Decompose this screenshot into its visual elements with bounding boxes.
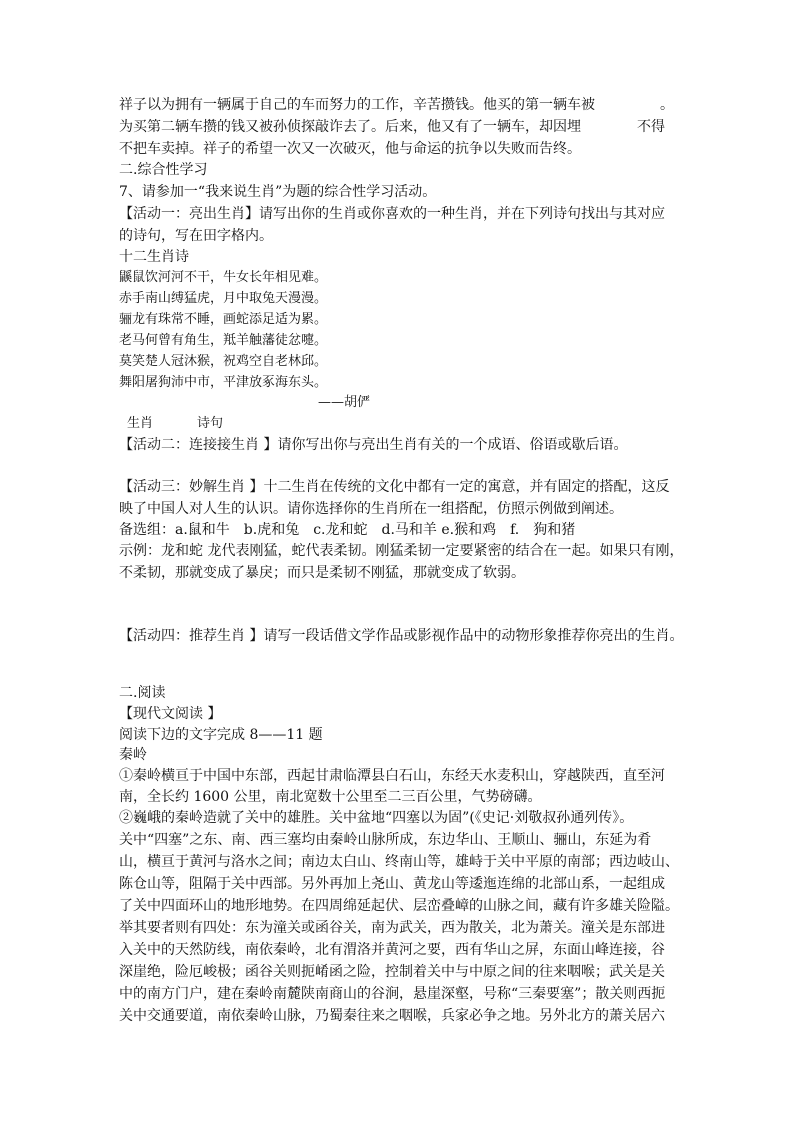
section-2-heading: 二.综合性学习 [119, 162, 208, 178]
paragraph-2-line: 举其要者则有四处：东为潼关或函谷关，南为武关，西为散关，北为萧关。潼关是东部进 [119, 920, 665, 936]
paragraph-2-line: 深崖绝，险厄峻极；函谷关则扼崤函之险，控制着关中与中原之间的往来咽喉；武关是关 [119, 964, 665, 980]
poem-title: 十二生肖诗 [119, 249, 189, 265]
poem-author: ——胡俨 [318, 395, 371, 410]
poem-line: 舞阳屠狗沛中市，平津放豖海东头。 [119, 375, 328, 390]
paragraph-2-line: 关中交通要道，南依秦岭山脉，乃蜀秦往来之咽喉，兵家必争之地。另外北方的萧关居六 [119, 1008, 665, 1024]
paragraph-2-line: 陈仓山等，阻隔于关中西部。另外再加上尧山、黄龙山等逶迤连绵的北部山系，一起组成 [119, 876, 665, 892]
paragraph-2-line: ②巍峨的秦岭造就了关中的雄胜。关中盆地“四塞以为固”(《史记·刘敬叔孙通列传》。 [119, 810, 634, 826]
poem-line: 鼷鼠饮河河不干，牛女长年相见难。 [119, 270, 328, 285]
poem-line: 老马何曾有角生，羝羊触藩徒忿嚏。 [119, 333, 328, 348]
intro-line-1 [119, 95, 595, 115]
reading-title: 秦岭 [119, 747, 147, 763]
options-group: 备选组：a.鼠和牛 b.虎和兔 c.龙和蛇 d.马和羊 e.猴和鸡 f. 狗和猪 [119, 522, 576, 538]
paragraph-2-line: 中的南方门户，建在秦岭南麓陕南商山的谷涧，悬崖深壑，号称“三秦要塞”；散关则西扼 [119, 986, 666, 1002]
activity-1-line-1: 【活动一：亮出生肖】请写出你的生肖或你喜欢的一种生肖，并在下列诗句找出与其对应 [119, 206, 665, 222]
paragraph-1-line: ①秦岭横亘于中国中东部，西起甘肃临潭县白石山，东经天水麦积山，穿越陕西，直至河 [119, 768, 665, 784]
activity-2: 【活动二：连接接生肖 】请你写出你与亮出生肖有关的一个成语、俗语或歇后语。 [119, 437, 628, 453]
paragraph-1-line: 南，全长约 1600 公里，南北宽数十公里至二三百公里，气势磅礴。 [119, 789, 542, 805]
question-7: 7、请参加一“我来说生肖”为题的综合性学习活动。 [119, 184, 437, 200]
table-col-shiju: 诗句 [197, 416, 224, 431]
intro-line-1-text: 祥子以为拥有一辆属于自己的车而努力的工作，辛苦攒钱。他买的第一辆车被 [119, 97, 595, 113]
intro-line-2-end: 不得 [637, 119, 665, 135]
section-3-sub: 【现代文阅读 】 [119, 706, 222, 722]
paragraph-2-line: 了关中四面环山的地形地势。在四周绵延起伏、层峦叠嶂的山脉之间，藏有许多雄关险隘。 [119, 898, 679, 914]
intro-line-3: 不把车卖掉。祥子的希望一次又一次破灭，他与命运的抗争以失败而告终。 [119, 141, 581, 157]
intro-line-2: 为买第二辆车攒的钱又被孙侦探敲诈去了。后来，他又有了一辆车，却因埋 [119, 119, 581, 135]
paragraph-2-line: 入关中的天然防线，南依秦岭，北有渭洛并黄河之要，西有华山之屏，东面山峰连接，谷 [119, 942, 665, 958]
activity-3-line-1: 【活动三：妙解生肖 】十二生肖在传统的文化中都有一定的寓意，并有固定的搭配，这反 [119, 479, 670, 495]
paragraph-2-line: 关中“四塞”之东、南、西三塞均由秦岭山脉所成，东边华山、王顺山、骊山，东延为肴 [119, 832, 652, 848]
activity-4: 【活动四：推荐生肖 】请写一段话借文学作品或影视作品中的动物形象推荐你亮出的生肖。 [119, 628, 684, 644]
poem-line: 骊龙有珠常不睡，画蛇添足适为累。 [119, 312, 328, 327]
reading-instruction: 阅读下边的文字完成 8——11 题 [119, 727, 323, 743]
section-3-heading: 二.阅读 [119, 685, 166, 701]
activity-3-line-2: 映了中国人对人生的认识。请你选择你的生肖所在一组搭配，仿照示例做到阐述。 [119, 501, 623, 517]
poem-line: 赤手南山缚猛虎，月中取兔天漫漫。 [119, 291, 328, 306]
intro-line-1-end: 。 [660, 97, 674, 113]
poem-line: 莫笑楚人冠沐猴，祝鸡空自老林邱。 [119, 354, 328, 369]
example-line-2: 不柔韧，那就变成了暴戾；而只是柔韧不刚猛，那就变成了软弱。 [119, 565, 525, 581]
activity-1-line-2: 的诗句，写在田字格内。 [119, 228, 273, 244]
table-col-shengxiao: 生肖 [127, 416, 154, 431]
example-line-1: 示例：龙和蛇 龙代表刚猛，蛇代表柔韧。刚猛柔韧一定要紧密的结合在一起。如果只有刚， [119, 543, 684, 559]
paragraph-2-line: 山，横亘于黄河与洛水之间；南边太白山、终南山等，雄峙于关中平原的南部；西边岐山、 [119, 854, 679, 870]
